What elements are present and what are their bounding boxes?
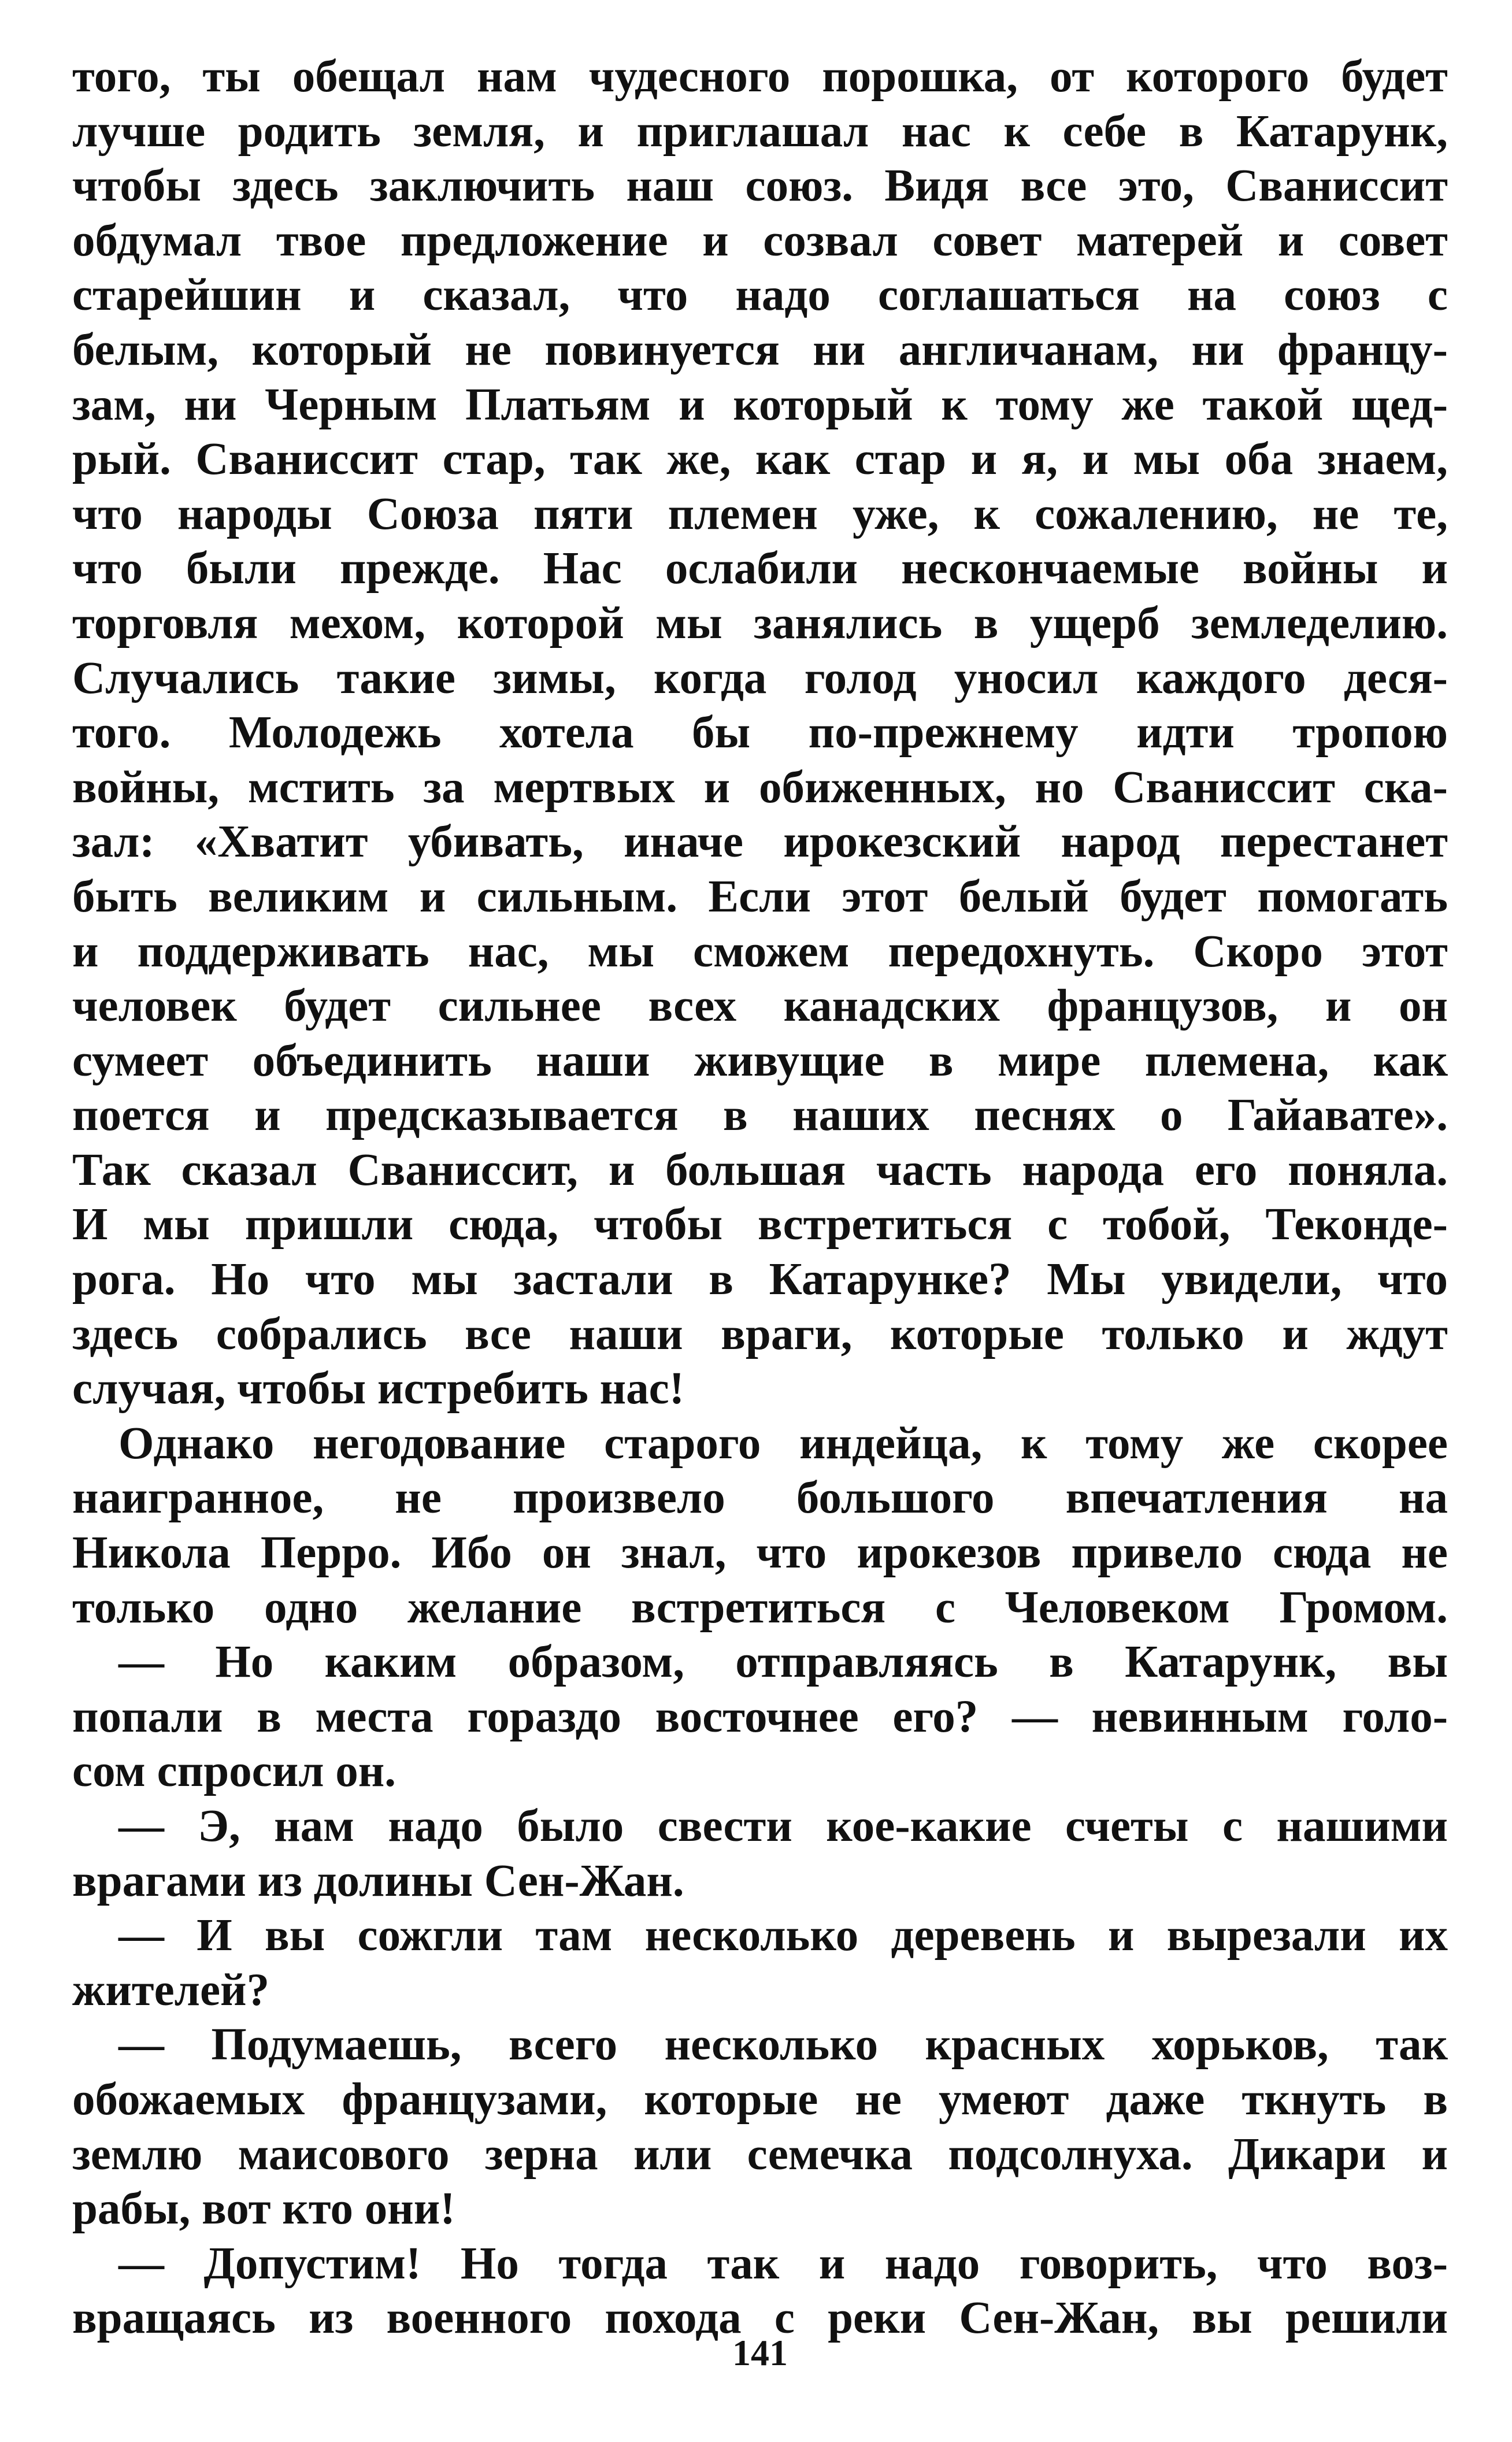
text-line: — Э, нам надо было свести кое-какие счеты с нашими <box>118 1801 1448 1851</box>
text-line: чтобы здесь заключить наш союз. Видя все это, Сваниссит <box>72 161 1448 212</box>
text-line: обожаемых французами, которые не умеют даже ткнуть в <box>72 2074 1448 2125</box>
text-line: попали в места гораздо восточнее его? — невинным голо- <box>72 1691 1448 1742</box>
text-line: наигранное, не произвело большого впечатления на <box>72 1473 1448 1524</box>
text-line: старейшин и сказал, что надо соглашаться на союз с <box>72 270 1448 321</box>
text-line: того. Молодежь хотела бы по-прежнему идти тропою <box>72 707 1448 758</box>
text-line: Случались такие зимы, когда голод уносил каждого деся- <box>72 653 1448 703</box>
text-line: и поддерживать нас, мы сможем передохнуть. Скоро этот <box>72 926 1448 977</box>
text-line: того, ты обещал нам чудесного порошка, от которого будет <box>72 51 1448 102</box>
book-page <box>72 50 1448 2391</box>
text-line: человек будет сильнее всех канадских французов, и он <box>72 981 1448 1032</box>
text-line: — Подумаешь, всего несколько красных хорьков, так <box>118 2019 1448 2070</box>
text-line: рога. Но что мы застали в Катарунке? Мы увидели, что <box>72 1254 1448 1305</box>
text-line: обдумал твое предложение и созвал совет матерей и совет <box>72 215 1448 266</box>
text-line: — Но каким образом, отправляясь в Катарунк, вы <box>118 1637 1448 1688</box>
text-line: случая, чтобы истребить нас! <box>72 1363 685 1414</box>
text-line: только одно желание встретиться с Человеком Громом. <box>72 1582 1448 1633</box>
text-line: вращаясь из военного похода с реки Сен-Жан, вы решили <box>72 2293 1448 2344</box>
text-line: поется и предсказывается в наших песнях о Гайавате». <box>72 1090 1448 1141</box>
text-line: здесь собрались все наши враги, которые только и ждут <box>72 1309 1448 1359</box>
text-line: сумеет объединить наши живущие в мире племена, как <box>72 1035 1448 1086</box>
text-line: врагами из долины Сен-Жан. <box>72 1855 684 1906</box>
text-line: сом спросил он. <box>72 1746 396 1797</box>
text-line: рый. Сваниссит стар, так же, как стар и я, и мы оба знаем, <box>72 434 1448 485</box>
text-line: войны, мстить за мертвых и обиженных, но Сваниссит ска- <box>72 762 1448 813</box>
text-line: Так сказал Сваниссит, и большая часть народа его поняла. <box>72 1144 1448 1195</box>
page-number: 141 <box>732 2332 788 2373</box>
text-line: — И вы сожгли там несколько деревень и вырезали их <box>118 1910 1448 1961</box>
text-line: зам, ни Черным Платьям и который к тому же такой щед- <box>72 379 1448 430</box>
text-line: Никола Перро. Ибо он знал, что ирокезов привело сюда не <box>72 1528 1448 1578</box>
text-line: лучше родить земля, и приглашал нас к себе в Катарунк, <box>72 106 1448 157</box>
text-line: белым, который не повинуется ни англичанам, ни францу- <box>72 324 1448 375</box>
text-line: быть великим и сильным. Если этот белый будет помогать <box>72 871 1448 922</box>
text-line: Однако негодование старого индейца, к тому же скорее <box>118 1418 1448 1469</box>
text-line: землю маисового зерна или семечка подсолнуха. Дикари и <box>72 2129 1448 2180</box>
text-line: что народы Союза пяти племен уже, к сожалению, не те, <box>72 488 1448 539</box>
text-line: зал: «Хватит убивать, иначе ирокезский народ перестанет <box>72 817 1448 868</box>
text-line: — Допустим! Но тогда так и надо говорить, что воз- <box>118 2238 1448 2289</box>
text-line: И мы пришли сюда, чтобы встретиться с тобой, Теконде- <box>72 1199 1448 1250</box>
text-line: жителей? <box>72 1965 270 2015</box>
text-block <box>72 50 1448 2346</box>
text-line: что были прежде. Нас ослабили нескончаемые войны и <box>72 543 1448 594</box>
text-line: рабы, вот кто они! <box>72 2184 455 2235</box>
text-line: торговля мехом, которой мы занялись в ущерб земледелию. <box>72 598 1448 649</box>
